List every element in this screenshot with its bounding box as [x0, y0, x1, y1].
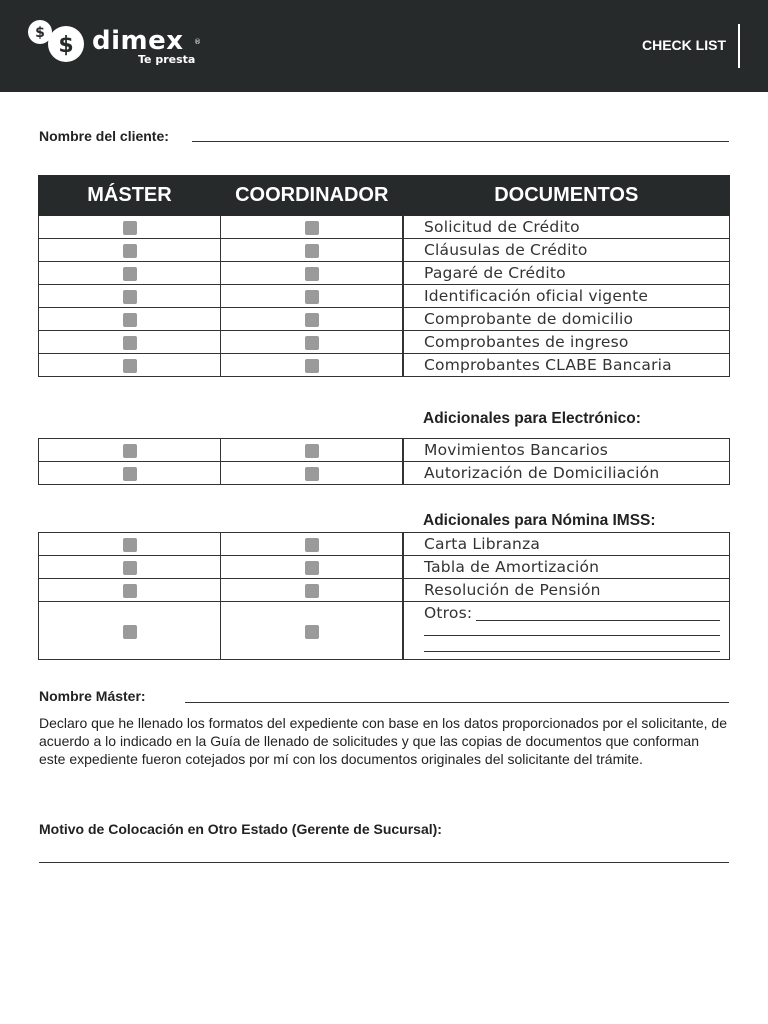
- table-header-row: [39, 176, 730, 216]
- table-row: [39, 239, 730, 262]
- document-label: Comprobante de domicilio: [403, 308, 730, 331]
- coordinador-checkbox[interactable]: [305, 336, 319, 350]
- otros-line-1[interactable]: [476, 620, 720, 621]
- brand-tagline: Te presta: [138, 53, 196, 66]
- coordinador-checkbox[interactable]: [305, 244, 319, 258]
- coordinador-checkbox[interactable]: [305, 313, 319, 327]
- master-name-label: Nombre Máster:: [39, 688, 146, 704]
- otros-line-2[interactable]: [424, 635, 720, 636]
- table-row: [39, 533, 730, 556]
- table-row: [39, 285, 730, 308]
- coordinador-checkbox[interactable]: [305, 267, 319, 281]
- svg-text:$: $: [58, 33, 74, 58]
- table-row: [39, 462, 730, 485]
- otros-label: Otros:: [424, 604, 473, 622]
- master-checkbox[interactable]: [123, 467, 137, 481]
- document-label: Identificación oficial vigente: [403, 285, 730, 308]
- brand-name: dimex: [92, 26, 184, 56]
- table-row: [39, 579, 730, 602]
- coordinador-checkbox[interactable]: [305, 561, 319, 575]
- document-label: Cláusulas de Crédito: [403, 239, 730, 262]
- master-checkbox[interactable]: [123, 221, 137, 235]
- document-label: Carta Libranza: [403, 533, 730, 556]
- master-checkbox[interactable]: [123, 359, 137, 373]
- header-bar: [0, 0, 768, 92]
- header-master: MÁSTER: [39, 176, 221, 216]
- coordinador-checkbox[interactable]: [305, 584, 319, 598]
- master-checkbox[interactable]: [123, 584, 137, 598]
- master-checkbox[interactable]: [123, 538, 137, 552]
- master-checkbox[interactable]: [123, 267, 137, 281]
- document-label: Pagaré de Crédito: [403, 262, 730, 285]
- motivo-line[interactable]: [39, 862, 729, 863]
- nomina-heading: Adicionales para Nómina IMSS:: [423, 512, 656, 529]
- master-checkbox[interactable]: [123, 625, 137, 639]
- document-label: Resolución de Pensión: [403, 579, 730, 602]
- svg-text:$: $: [35, 25, 45, 41]
- master-checkbox[interactable]: [123, 290, 137, 304]
- document-label: Comprobantes CLABE Bancaria: [403, 354, 730, 377]
- table-row: [39, 439, 730, 462]
- header-coordinador: COORDINADOR: [221, 176, 404, 216]
- table-row: [39, 308, 730, 331]
- table-row: [39, 216, 730, 239]
- client-name-line[interactable]: [192, 141, 729, 142]
- coordinador-checkbox[interactable]: [305, 290, 319, 304]
- electronico-table: [38, 438, 730, 485]
- document-label: Solicitud de Crédito: [403, 216, 730, 239]
- master-checkbox[interactable]: [123, 561, 137, 575]
- coordinador-checkbox[interactable]: [305, 625, 319, 639]
- motivo-label: Motivo de Colocación en Otro Estado (Gerente de Sucursal):: [39, 821, 442, 837]
- table-row: [39, 331, 730, 354]
- coordinador-checkbox[interactable]: [305, 467, 319, 481]
- otros-cell: [403, 602, 730, 660]
- nomina-table: [38, 532, 730, 660]
- master-checkbox[interactable]: [123, 244, 137, 258]
- table-row: [39, 556, 730, 579]
- page-title: CHECK LIST: [642, 37, 726, 53]
- coordinador-checkbox[interactable]: [305, 359, 319, 373]
- documents-table: [38, 175, 730, 377]
- coordinador-checkbox[interactable]: [305, 221, 319, 235]
- document-label: Autorización de Domiciliación: [403, 462, 730, 485]
- master-checkbox[interactable]: [123, 336, 137, 350]
- coordinador-checkbox[interactable]: [305, 444, 319, 458]
- coordinador-checkbox[interactable]: [305, 538, 319, 552]
- electronico-heading: Adicionales para Electrónico:: [423, 410, 641, 427]
- master-name-line[interactable]: [185, 702, 729, 703]
- master-checkbox[interactable]: [123, 313, 137, 327]
- document-label: Comprobantes de ingreso: [403, 331, 730, 354]
- document-label: Movimientos Bancarios: [403, 439, 730, 462]
- declaration-text: Declaro que he llenado los formatos del expediente con base en los datos proporcionados por el solicitante, de acuerdo a lo indicado en la Guía de llenado de solicitudes y que las copias de documentos que conforman este expediente fueron cotejados por mí con los documentos originales del solicitante del trámite.: [39, 715, 727, 767]
- table-row: [39, 354, 730, 377]
- table-row: [39, 262, 730, 285]
- client-name-label: Nombre del cliente:: [39, 128, 169, 144]
- table-row-otros: [39, 602, 730, 660]
- document-label: Tabla de Amortización: [403, 556, 730, 579]
- registered-mark: ®: [194, 38, 201, 46]
- header-documentos: DOCUMENTOS: [403, 176, 730, 216]
- header-divider: [738, 24, 740, 68]
- master-checkbox[interactable]: [123, 444, 137, 458]
- otros-line-3[interactable]: [424, 651, 720, 652]
